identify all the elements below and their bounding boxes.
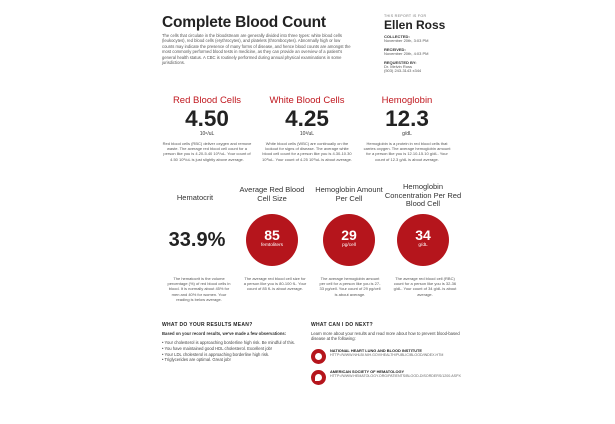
- metric-value: 12.3: [385, 106, 429, 131]
- list-item: • Your cholesterol is approaching borderline high risk. Be mindful of this.: [162, 340, 295, 346]
- phone-number: (503) 243-3143 x344: [384, 68, 422, 74]
- list-item: • Triglycerides are optimal. Great job!: [162, 357, 231, 363]
- org-name: AMERICAN SOCIETY OF HEMATOLOGY: [330, 368, 405, 374]
- results-section: [162, 322, 302, 363]
- hemoglobin-per-cell-description: The average hemoglobin amount per cell for a person like you is 27-33 pg/cell. Your count of 29 pg/cell is about average.: [319, 276, 381, 297]
- avg-cell-size-description: The average red blood cell size for a person like you is 80-100 fL. Your count of 85 fL is about average.: [243, 276, 307, 292]
- avg-cell-size-circle: [246, 214, 298, 266]
- report-info: [384, 14, 484, 74]
- collected-value: November 20th, 3:03 PM: [384, 38, 429, 43]
- circle-value: 34: [415, 227, 431, 243]
- metric-red-blood-cells: [162, 95, 252, 162]
- results-title: WHAT DO YOUR RESULTS MEAN?: [162, 322, 253, 328]
- circle-unit: g/dL: [418, 243, 428, 248]
- metric-description: Red blood cells (RBC) deliver oxygen and remove waste. The average red blood cell count for a person like you is 4.20-5.40 10⁶/uL. Your count of 4.50 10⁶/uL is just slightly above average.: [162, 141, 252, 162]
- received-label: RECEIVED:: [384, 46, 406, 52]
- requested-label: REQUESTED BY:: [384, 59, 417, 65]
- metric-title: White Blood Cells: [269, 95, 345, 106]
- circle-unit: femtoliters: [260, 243, 284, 248]
- page-title: Complete Blood Count: [162, 14, 326, 31]
- metric-white-blood-cells: [262, 95, 352, 162]
- next-title: WHAT CAN I DO NEXT?: [311, 322, 373, 328]
- hemoglobin-per-cell-title: Hemoglobin Amount Per Cell: [315, 185, 383, 203]
- circle-unit: pg/cell: [342, 243, 356, 248]
- metric-value: 4.50: [185, 106, 229, 131]
- metric-title: Red Blood Cells: [172, 95, 242, 106]
- patient-name: Ellen Ross: [384, 18, 446, 32]
- org-ash[interactable]: [311, 370, 461, 385]
- requested-by: Dr. Melvin Ross: [384, 63, 413, 69]
- metric-unit: 10³/uL: [299, 131, 315, 137]
- next-text: Learn more about your results and read more about how to prevent blood-based disease at the following:: [311, 331, 460, 342]
- list-item: • Your LDL cholesterol is approaching borderline high risk.: [162, 351, 270, 357]
- metric-value: 4.25: [285, 106, 329, 131]
- metric-title: Hemoglobin: [381, 95, 433, 106]
- metric-description: White blood cells (WBC) are continually on the lookout for signs of disease. The average white blood cell count for a person like you is 4.30-10.30 10³/uL. Your count of 4.25 10³/uL is about average.: [262, 141, 352, 162]
- blood-drop-logo-icon: [311, 370, 326, 385]
- org-link[interactable]: HTTP://WWW.NHLBI.NIH.GOV/HEALTH/PUBLIC/BLOOD/INDEX.HTM: [330, 353, 444, 358]
- hematocrit-title: Hematocrit: [176, 193, 214, 202]
- metric-hemoglobin: [362, 95, 452, 162]
- intro-paragraph: The cells that circulate in the bloodstream are generally divided into three types: white blood cells (leukocytes), red blood cells (erythrocytes), and platelets (thrombocytes). Abnormally high or low counts may indicate the presence of many forms of disease, and hence blood counts are amongst the most commonly performed blood tests in medicine, as they can provide an overview of a patient's general health status. A CBC is routinely performed during annual physical examinations in some jurisdictions.: [162, 33, 351, 66]
- received-value: November 20th, 4:03 PM: [384, 50, 429, 56]
- collected-label: COLLECTED:: [384, 34, 410, 39]
- metric-description: Hemoglobin is a protein in red blood cells that carries oxygen. The average hemoglobin amount for a person like you is 12.10-15.10 g/dL. Your count of 12.3 g/dL is about average.: [363, 141, 451, 162]
- org-name: NATIONAL HEART LUNG AND BLOOD INSTITUTE: [330, 347, 423, 353]
- report-for-label: THIS REPORT IS FOR: [384, 14, 427, 18]
- observations-list: [162, 340, 302, 362]
- list-item: • You have maintained good HDL cholesterol. Excellent job!: [162, 346, 273, 351]
- org-nhlbi[interactable]: [311, 349, 461, 364]
- hemoglobin-concentration-title: Hemoglobin Concentration Per Red Blood Cell: [384, 182, 462, 208]
- circle-value: 29: [341, 227, 357, 243]
- metric-unit: 10⁶/uL: [199, 131, 215, 137]
- heart-logo-icon: [311, 349, 326, 364]
- hematocrit-description: The hematocrit is the volume percentage (%) of red blood cells in blood. It is normally about 45% for men and 40% for women. Your reading is below average.: [167, 276, 231, 302]
- circle-value: 85: [264, 227, 280, 243]
- metric-unit: g/dL: [402, 131, 412, 137]
- hemoglobin-concentration-circle: [397, 214, 449, 266]
- next-steps-section: [311, 322, 461, 385]
- results-subtitle: Based on your record results, we've made a few observations:: [162, 331, 287, 336]
- avg-cell-size-title: Average Red Blood Cell Size: [239, 185, 305, 203]
- hematocrit-value: 33.9%: [168, 229, 226, 251]
- hemoglobin-per-cell-circle: [323, 214, 375, 266]
- hemoglobin-concentration-description: The average red blood cell (RBC) count for a person like you is 32-36 g/dL. Your count of 34 g/dL is about average.: [393, 276, 457, 297]
- org-link[interactable]: HTTP://WWW.HEMATOLOGY.ORG/PATIENTS/BLOOD-DISORDERS/1200.ASPX: [330, 374, 461, 379]
